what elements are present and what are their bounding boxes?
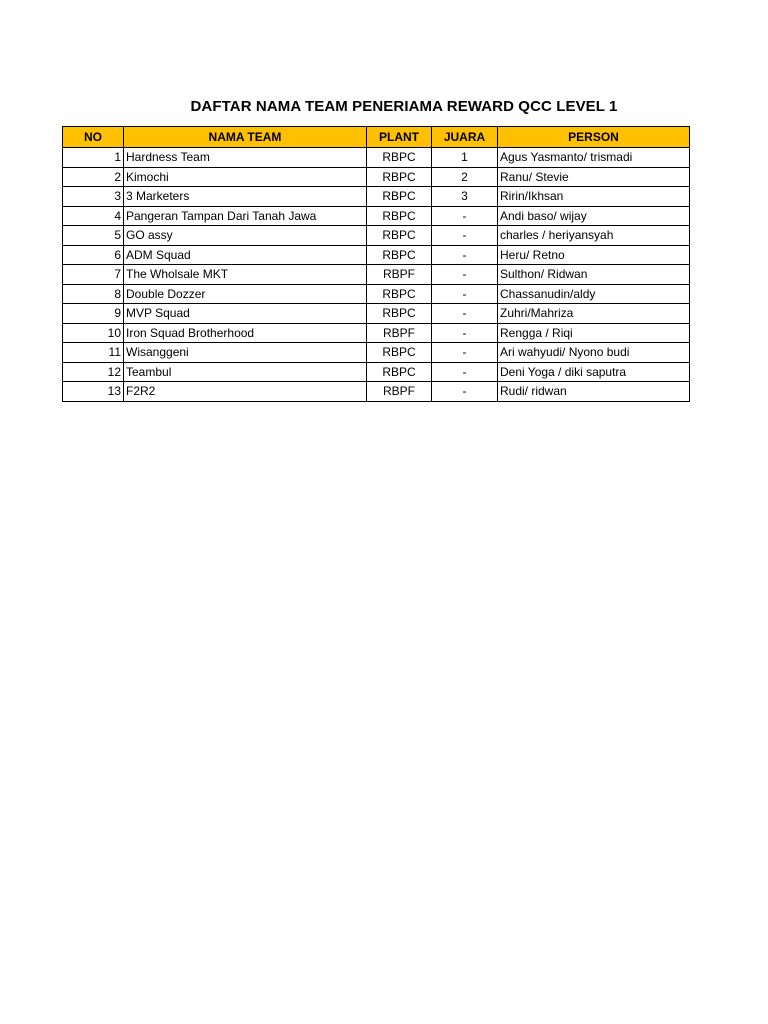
table-row	[63, 265, 690, 285]
cell-team-name: Iron Squad Brotherhood	[124, 323, 367, 343]
cell-plant: RBPC	[367, 362, 432, 382]
cell-team-name: Kimochi	[124, 167, 367, 187]
cell-juara: -	[432, 245, 498, 265]
table-row	[63, 362, 690, 382]
cell-juara: -	[432, 362, 498, 382]
cell-no: 10	[63, 323, 124, 343]
cell-team-name: The Wholsale MKT	[124, 265, 367, 285]
cell-no: 4	[63, 206, 124, 226]
cell-team-name: Teambul	[124, 362, 367, 382]
cell-plant: RBPC	[367, 187, 432, 207]
cell-team-name: MVP Squad	[124, 304, 367, 324]
table-row	[63, 284, 690, 304]
cell-person: Ari wahyudi/ Nyono budi	[498, 343, 690, 363]
table-row	[63, 382, 690, 402]
cell-person: charles / heriyansyah	[498, 226, 690, 246]
table-row	[63, 323, 690, 343]
cell-person: Rengga / Riqi	[498, 323, 690, 343]
cell-plant: RBPF	[367, 382, 432, 402]
table-row	[63, 167, 690, 187]
cell-person: Andi baso/ wijay	[498, 206, 690, 226]
cell-person: Zuhri/Mahriza	[498, 304, 690, 324]
cell-person: Ranu/ Stevie	[498, 167, 690, 187]
cell-team-name: ADM Squad	[124, 245, 367, 265]
table-row	[63, 245, 690, 265]
cell-person: Rudi/ ridwan	[498, 382, 690, 402]
cell-no: 7	[63, 265, 124, 285]
cell-juara: -	[432, 226, 498, 246]
cell-person: Sulthon/ Ridwan	[498, 265, 690, 285]
header-no: NO	[63, 127, 124, 148]
cell-team-name: Hardness Team	[124, 148, 367, 168]
cell-no: 13	[63, 382, 124, 402]
cell-team-name: F2R2	[124, 382, 367, 402]
cell-person: Heru/ Retno	[498, 245, 690, 265]
cell-plant: RBPF	[367, 323, 432, 343]
cell-plant: RBPC	[367, 148, 432, 168]
header-nama-team: NAMA TEAM	[124, 127, 367, 148]
cell-person: Chassanudin/aldy	[498, 284, 690, 304]
cell-plant: RBPC	[367, 226, 432, 246]
table-row	[63, 187, 690, 207]
cell-no: 3	[63, 187, 124, 207]
cell-juara: -	[432, 265, 498, 285]
cell-team-name: Double Dozzer	[124, 284, 367, 304]
cell-plant: RBPC	[367, 304, 432, 324]
cell-no: 12	[63, 362, 124, 382]
cell-team-name: Wisanggeni	[124, 343, 367, 363]
cell-team-name: GO assy	[124, 226, 367, 246]
cell-plant: RBPC	[367, 245, 432, 265]
cell-no: 11	[63, 343, 124, 363]
table-row	[63, 148, 690, 168]
header-juara: JUARA	[432, 127, 498, 148]
table-header-row	[63, 127, 690, 148]
cell-juara: 3	[432, 187, 498, 207]
page-title: DAFTAR NAMA TEAM PENERIAMA REWARD QCC LEVEL 1	[190, 98, 618, 115]
cell-plant: RBPF	[367, 265, 432, 285]
cell-juara: -	[432, 284, 498, 304]
cell-team-name: Pangeran Tampan Dari Tanah Jawa	[124, 206, 367, 226]
cell-no: 1	[63, 148, 124, 168]
cell-person: Ririn/Ikhsan	[498, 187, 690, 207]
cell-juara: 2	[432, 167, 498, 187]
table-row	[63, 343, 690, 363]
table-row	[63, 206, 690, 226]
cell-person: Agus Yasmanto/ trismadi	[498, 148, 690, 168]
cell-plant: RBPC	[367, 167, 432, 187]
cell-plant: RBPC	[367, 284, 432, 304]
header-plant: PLANT	[367, 127, 432, 148]
cell-juara: -	[432, 323, 498, 343]
table-row	[63, 304, 690, 324]
cell-no: 8	[63, 284, 124, 304]
table-row	[63, 226, 690, 246]
header-person: PERSON	[498, 127, 690, 148]
cell-plant: RBPC	[367, 343, 432, 363]
cell-juara: -	[432, 382, 498, 402]
cell-juara: -	[432, 343, 498, 363]
cell-juara: 1	[432, 148, 498, 168]
cell-no: 9	[63, 304, 124, 324]
team-table	[62, 126, 690, 402]
cell-no: 2	[63, 167, 124, 187]
cell-no: 6	[63, 245, 124, 265]
cell-plant: RBPC	[367, 206, 432, 226]
cell-team-name: 3 Marketers	[124, 187, 367, 207]
cell-juara: -	[432, 304, 498, 324]
cell-no: 5	[63, 226, 124, 246]
cell-juara: -	[432, 206, 498, 226]
cell-person: Deni Yoga / diki saputra	[498, 362, 690, 382]
